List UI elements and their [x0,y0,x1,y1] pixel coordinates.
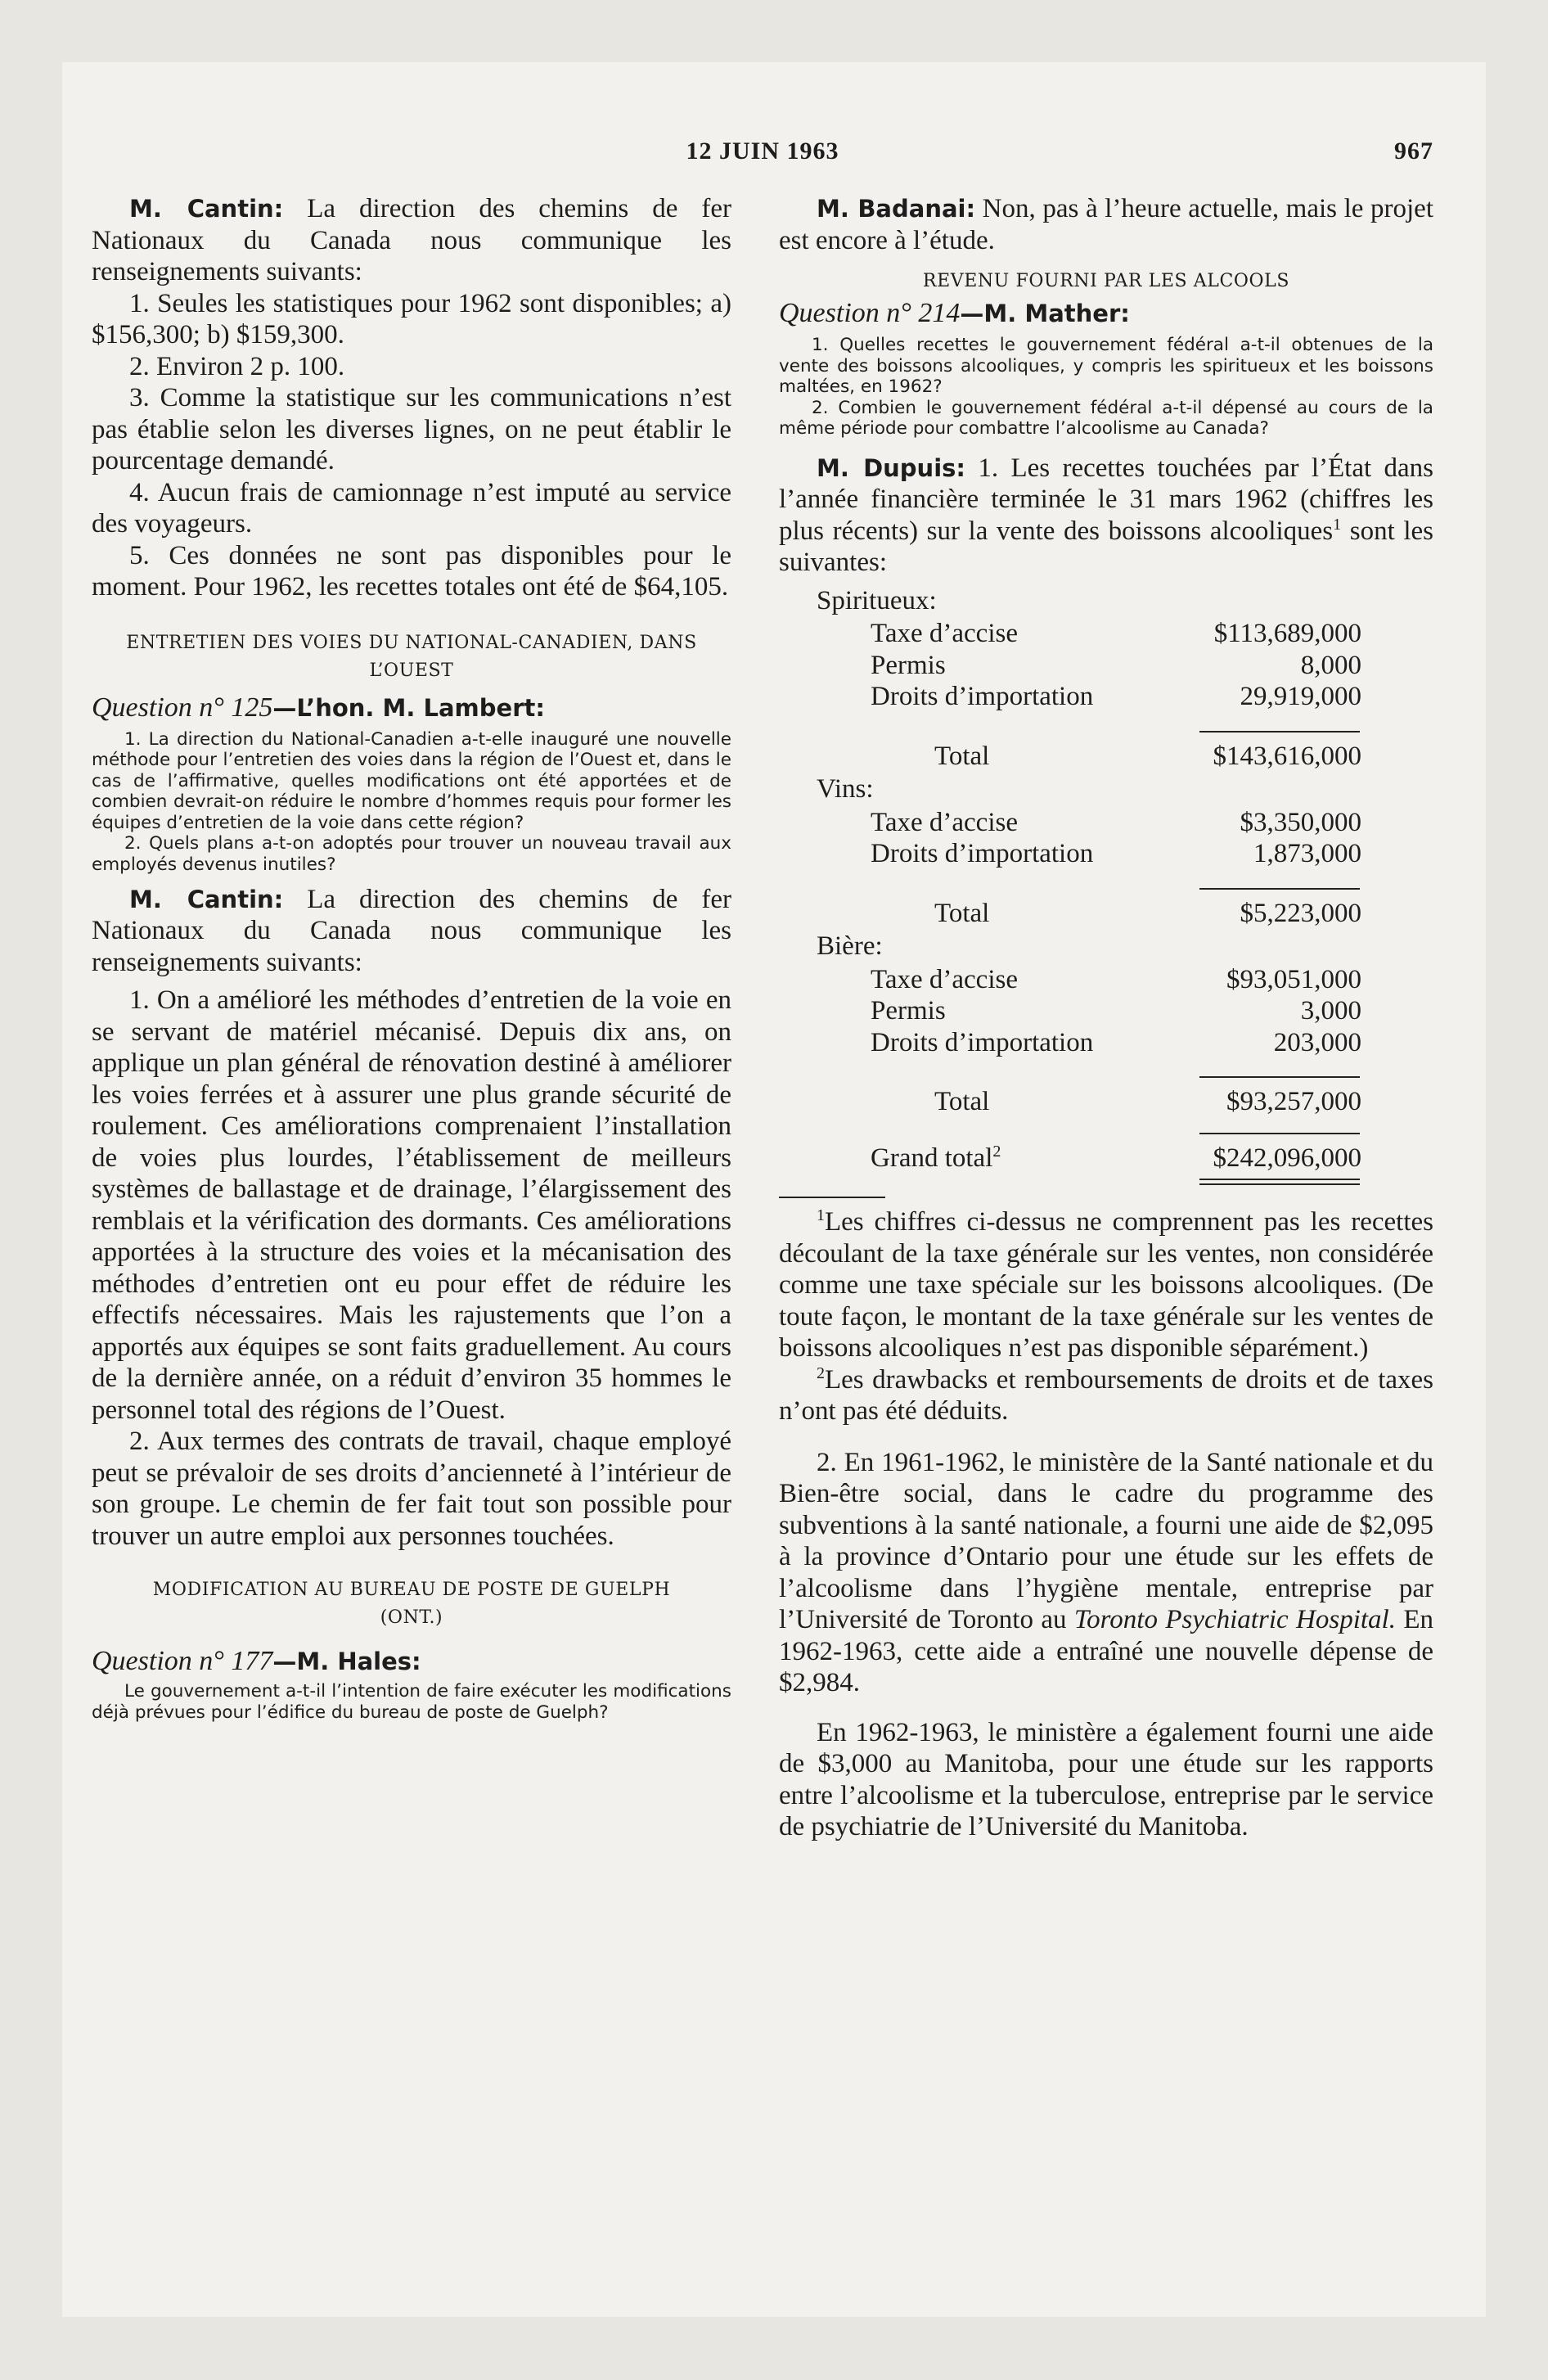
table-total-label: Total [934,741,990,771]
table-row-label: Taxe d’accise [871,619,1018,649]
question-line [92,692,731,724]
footnote [779,1364,1433,1427]
left-column [92,193,731,1723]
table-rule [1199,731,1360,732]
table-rule [1199,1076,1360,1078]
table-row-amount: $113,689,000 [1213,619,1361,649]
table-rule [1199,1133,1360,1134]
list-item: 2. Environ 2 p. 100. [129,351,345,381]
footnote-text: Les drawbacks et remboursements de droits et de taxes n’ont pas été déduits. [779,1364,1433,1427]
header-date: 12 JUIN 1963 [686,137,839,165]
table-row-amount: 1,873,000 [1253,839,1361,869]
list-item: 1. On a amélioré les méthodes d’entretien de la voie en se servant de matériel mécanisé. Depuis dix ans, on applique un plan général de rénovation destiné à améliorer les voies ferrées et à assurer une plus grande sécurité de roulement. Ces améliorations comprenaient l’installation de voies plus lourdes, l’établissement de meilleurs systèmes de ballastage et de drainage, l’élargissement des remblais et la vérification des dormants. Ces améliorations apportées à la structure des voies et la mécanisation des méthodes d’entretien ont eu pour effet de réduire les effectifs nécessaires. Mais les rajustements que l’on a apportés aux équipes se sont faits graduellement. Au cours de la dernière année, on a réduit d’environ 35 hommes le personnel total des régions de l’Ouest. [92,985,731,1425]
section-heading: REVENU FOURNI PAR LES ALCOOLS [922,271,1290,291]
answer-paragraph [779,1447,1433,1699]
table-total-amount: $143,616,000 [1213,741,1361,771]
table-row-amount: 203,000 [1273,1027,1361,1057]
speaker-name: M. Cantin: [129,885,284,913]
answer-text: sont les suivantes: [779,516,1434,578]
speaker-name: M. Cantin: [129,195,284,223]
answer-text: 1. Les recettes touchées par l’État dans l’année financière terminée le 31 mars 1962 (chiffres les plus récents) sur la vente des boissons alcooliques [779,453,1433,546]
question-line [779,297,1433,330]
table-rule [1199,1183,1360,1185]
answer-text: Non, pas à l’heure actuelle, mais le projet est encore à l’étude. [779,194,1433,255]
table-row-amount: $93,051,000 [1226,964,1361,994]
table-row-label: Permis [871,650,946,680]
question-number: Question n° 214 [779,298,961,328]
question-text: 2. Combien le gouvernement fédéral a-t-il dépensé au cours de la même période pour combattre l’alcoolisme au Canada? [779,397,1433,439]
table-total-label: Total [934,1087,990,1117]
table-row-label: Droits d’importation [871,839,1094,869]
list-item: 1. Seules les statistiques pour 1962 sont disponibles; a) $156,300; b) $159,300. [92,288,731,349]
footnote-rule [779,1197,885,1198]
right-column [779,193,1433,1843]
grand-total-label [871,1143,1001,1174]
section-heading: ENTRETIEN DES VOIES DU NATIONAL-CANADIEN, DANS L’OUEST [126,632,697,681]
question-line [92,1645,731,1678]
list-item: 3. Comme la statistique sur les communications n’est pas établie selon les diverses lignes, on ne peut établir le pourcentage demandé. [92,383,731,476]
table-row-amount: 3,000 [1300,996,1361,1026]
footnote-ref: 1 [1333,515,1342,534]
footnote-text: Les chiffres ci-dessus ne comprennent pas les recettes découlant de la taxe générale sur les ventes, non considérée comme une taxe spéciale sur les boissons alcooliques. (De toute façon, le montant de la taxe générale sur les ventes de boissons alcooliques n’est pas disponible séparément.) [779,1207,1433,1364]
question-number: Question n° 177 [92,1646,273,1677]
table-group-label: Vins: [817,774,874,805]
answer-text: 2. En 1961-1962, le ministère de la Santé nationale et du Bien-être social, dans le cadre du programme des subventions à la santé nationale, a fourni une aide de $2,095 à la province d’Ontario pour une étude sur les effets de l’alcoolisme dans l’hygiène mentale, entreprise par l’Université de Toronto au [779,1447,1433,1635]
answer-text: En 1962-1963, cette aide a entraîné une nouvelle dépense de $2,984. [779,1605,1433,1698]
question-author: —M. Mather: [960,300,1130,327]
answer-text: La direction des chemins de fer Nationaux du Canada nous communique les renseignements suivants: [92,194,732,286]
list-item: 4. Aucun frais de camionnage n’est imputé au service des voyageurs. [92,477,731,539]
question-author: —M. Hales: [272,1648,421,1676]
page-number: 967 [1394,137,1433,165]
answer-text: La direction des chemins de fer Nationaux du Canada nous communique les renseignements suivants: [92,884,732,977]
question-text: 1. Quelles recettes le gouvernement fédéral a-t-il obtenues de la vente des boissons alcooliques, y compris les spiritueux et les boissons maltées, en 1962? [779,335,1433,398]
page-header [92,137,1433,174]
section-heading: MODIFICATION AU BUREAU DE POSTE DE GUELPH (ONT.) [152,1580,671,1629]
table-rule [1199,1179,1360,1180]
answer-paragraph: En 1962-1963, le ministère a également fourni une aide de $3,000 au Manitoba, pour une étude sur les rapports entre l’alcoolisme et la tuberculose, entreprise par le service de psychiatrie de l’Université du Manitoba. [779,1717,1433,1842]
question-text: 1. La direction du National-Canadien a-t-elle inauguré une nouvelle méthode pour l’entretien des voies dans la région de l’Ouest et, dans le cas de l’affirmative, quelles modifications ont été apportées et de combien devrait-on réduire le nombre d’hommes requis pour former les équipes d’entretien de la voie dans cette région? [92,728,731,833]
answer-paragraph [92,193,731,288]
speaker-name: M. Badanai: [817,195,976,223]
table-group-label: Bière: [817,931,883,962]
table-row-amount: 29,919,000 [1240,682,1361,712]
footnote-marker: 1 [817,1206,825,1225]
question-text: Le gouvernement a-t-il l’intention de faire exécuter les modifications déjà prévues pour l’édifice du bureau de poste de Guelph? [92,1681,731,1723]
grand-total-amount: $242,096,000 [1213,1143,1361,1173]
question-number: Question n° 125 [92,692,273,723]
revenue-table [779,585,1433,1191]
footnote [779,1206,1433,1364]
table-row-label: Droits d’importation [871,682,1094,712]
table-group-label: Spiritueux: [817,585,937,615]
table-total-label: Total [934,898,990,928]
question-text: 2. Quels plans a-t-on adoptés pour trouver un nouveau travail aux employés devenus inutiles? [92,833,731,876]
table-row-label: Permis [871,996,946,1026]
answer-paragraph [92,884,731,979]
answer-paragraph [779,453,1433,579]
table-row-amount: 8,000 [1300,650,1361,680]
grand-total-text: Grand total [871,1143,993,1173]
speaker-name: M. Dupuis: [817,453,965,482]
footnote-ref: 2 [992,1142,1001,1161]
list-item: 5. Ces données ne sont pas disponibles pour le moment. Pour 1962, les recettes totales ont été de $64,105. [92,540,731,602]
list-item: 2. Aux termes des contrats de travail, chaque employé peut se prévaloir de ses droits d’ancienneté à l’intérieur de son groupe. Le chemin de fer fait tout son possible pour trouver un autre emploi aux personnes touchées. [92,1427,731,1551]
table-rule [1199,888,1360,890]
table-total-amount: $93,257,000 [1226,1087,1361,1117]
footnote-marker: 2 [817,1364,825,1382]
table-row-label: Droits d’importation [871,1027,1094,1057]
question-author: —L’hon. M. Lambert: [272,693,545,722]
hospital-name: Toronto Psychiatric Hospital. [1073,1605,1396,1635]
table-row-amount: $3,350,000 [1240,807,1361,837]
table-total-amount: $5,223,000 [1240,898,1361,928]
table-row-label: Taxe d’accise [871,807,1018,837]
table-row-label: Taxe d’accise [871,964,1018,994]
answer-paragraph [779,193,1433,256]
